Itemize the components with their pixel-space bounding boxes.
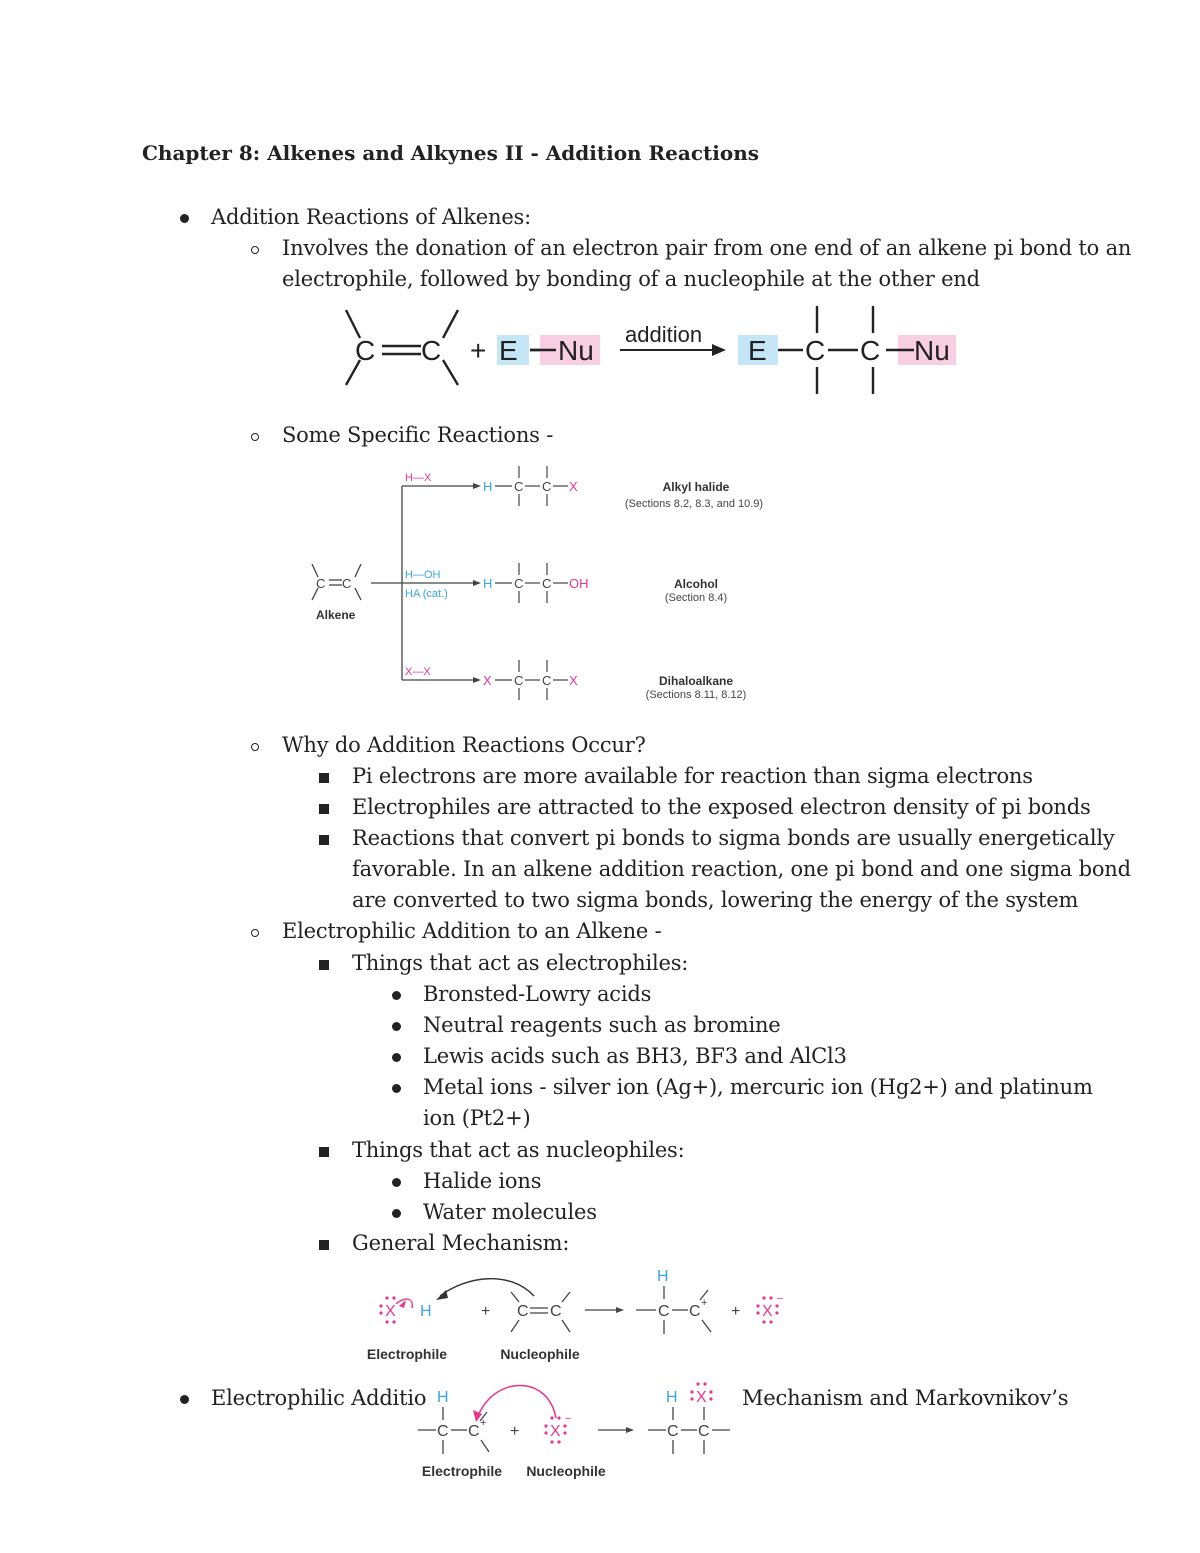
hx-x: X <box>385 1303 396 1320</box>
outline-act-nucleophiles: Things that act as nucleophiles: <box>352 1138 685 1162</box>
product-h: H <box>657 1268 669 1285</box>
label-electrophile: Electrophile <box>421 1463 503 1479</box>
bullet-square <box>319 835 329 845</box>
bullet-disc <box>392 1084 401 1093</box>
carbocation-c2: C <box>468 1423 480 1440</box>
p3-x-right: X <box>569 673 578 688</box>
bullet-disc <box>392 1053 401 1062</box>
product-h: H <box>666 1389 678 1406</box>
p1-x: X <box>569 479 578 494</box>
outline-general-mechanism: General Mechanism: <box>352 1231 570 1255</box>
outline-specific-reactions: Some Specific Reactions - <box>282 423 554 447</box>
bullet-circle <box>251 929 259 937</box>
product-carbon-left: C <box>805 335 826 366</box>
halide-x: X <box>762 1303 773 1320</box>
hx-h: H <box>420 1303 432 1320</box>
p2-c1: C <box>514 576 524 591</box>
alkene-c-left: C <box>517 1303 529 1320</box>
outline-addition-reactions: Addition Reactions of Alkenes: <box>211 205 531 229</box>
addition-reaction-figure <box>0 300 1200 410</box>
p1-c2: C <box>542 479 552 494</box>
outline-act-electrophiles: Things that act as electrophiles: <box>352 951 689 975</box>
outline-electrophilic-addition-heading-end: Mechanism and Markovnikov’s <box>742 1386 1069 1410</box>
outline-convert-line3: are converted to two sigma bonds, lowering the energy of the system <box>352 888 1079 912</box>
reagent-catalyst: HA (cat.) <box>405 588 448 600</box>
label-nucleophile: Nucleophile <box>500 1346 580 1362</box>
addition-arrow-label: addition <box>625 322 703 347</box>
p1-h: H <box>483 479 493 494</box>
bullet-circle <box>251 743 259 751</box>
bullet-square <box>319 1240 329 1250</box>
nucleophile-attack-figure <box>0 1378 1200 1488</box>
bullet-circle <box>251 246 259 254</box>
product-c1: C <box>658 1303 670 1320</box>
product3-sections: (Sections 8.11, 8.12) <box>645 689 747 701</box>
reagent-hoh: H—OH <box>405 569 441 581</box>
bullet-disc <box>392 1178 401 1187</box>
general-mechanism-figure <box>0 1262 1200 1372</box>
outline-electrophilic-addition: Electrophilic Addition to an Alkene - <box>282 919 662 943</box>
bullet-disc <box>392 1209 401 1218</box>
outline-halide-ions: Halide ions <box>423 1169 542 1193</box>
p2-oh: OH <box>569 576 589 591</box>
product-electrophile-symbol: E <box>748 335 767 366</box>
p1-c1: C <box>514 479 524 494</box>
product3-name: Dihaloalkane <box>658 674 734 688</box>
bullet-square <box>319 960 329 970</box>
product-carbon-right: C <box>860 335 881 366</box>
outline-metal-ions-line1: Metal ions - silver ion (Ag+), mercuric ion (Hg2+) and platinum <box>423 1075 1093 1099</box>
product-c2: C <box>698 1423 710 1440</box>
outline-involves-line1: Involves the donation of an electron pair from one end of an alkene pi bond to an <box>282 236 1132 260</box>
halide-charge: − <box>777 1293 784 1305</box>
p3-x-left: X <box>483 673 492 688</box>
product1-name: Alkyl halide <box>662 480 730 494</box>
alkene-c-right: C <box>342 576 352 591</box>
carbocation-c1: C <box>437 1423 449 1440</box>
nucleophile-symbol: Nu <box>558 335 594 366</box>
bullet-square <box>319 804 329 814</box>
product-c1: C <box>667 1423 679 1440</box>
alkene-c-right: C <box>550 1303 562 1320</box>
outline-water-molecules: Water molecules <box>423 1200 597 1224</box>
outline-bronsted: Bronsted-Lowry acids <box>423 982 652 1006</box>
outline-electrophilic-addition-heading-start: Electrophilic Additio <box>211 1386 427 1410</box>
outline-why-occur: Why do Addition Reactions Occur? <box>282 733 646 757</box>
carbocation-charge: + <box>480 1417 487 1429</box>
specific-reactions-figure <box>0 460 1200 710</box>
p3-c1: C <box>514 673 524 688</box>
product-c2: C <box>689 1303 701 1320</box>
outline-lewis-acids: Lewis acids such as BH3, BF3 and AlCl3 <box>423 1044 847 1068</box>
p3-c2: C <box>542 673 552 688</box>
p2-c2: C <box>542 576 552 591</box>
product-x: X <box>696 1389 707 1406</box>
carbocation-h: H <box>437 1389 449 1406</box>
carbocation-charge: + <box>701 1297 708 1309</box>
outline-involves-line2: electrophile, followed by bonding of a nucleophile at the other end <box>282 267 980 291</box>
halide-x: X <box>550 1423 561 1440</box>
label-nucleophile: Nucleophile <box>526 1463 606 1479</box>
bullet-disc <box>392 1022 401 1031</box>
product-nucleophile-symbol: Nu <box>914 335 950 366</box>
alkene-carbon-left: C <box>355 335 376 366</box>
bullet-circle <box>251 433 259 441</box>
product1-sections: (Sections 8.2, 8.3, and 10.9) <box>624 498 764 510</box>
reagent-xx: X—X <box>405 666 431 678</box>
plus-sign-1: + <box>481 1303 491 1320</box>
plus-sign: + <box>510 1423 520 1440</box>
outline-pi-electrons: Pi electrons are more available for reaction than sigma electrons <box>352 764 1033 788</box>
bullet-disc <box>392 991 401 1000</box>
plus-sign: + <box>470 335 487 366</box>
bullet-disc <box>180 214 189 223</box>
alkene-c-left: C <box>316 576 326 591</box>
outline-convert-line1: Reactions that convert pi bonds to sigma bonds are usually energetically <box>352 826 1115 850</box>
reagent-hx: H—X <box>405 472 432 484</box>
outline-electrophiles-attracted: Electrophiles are attracted to the exposed electron density of pi bonds <box>352 795 1091 819</box>
label-electrophile: Electrophile <box>366 1346 448 1362</box>
outline-convert-line2: favorable. In an alkene addition reaction, one pi bond and one sigma bond <box>352 857 1131 881</box>
p2-h: H <box>483 576 493 591</box>
alkene-carbon-right: C <box>421 335 442 366</box>
alkene-label: Alkene <box>316 608 356 622</box>
bullet-square <box>319 773 329 783</box>
outline-metal-ions-line2: ion (Pt2+) <box>423 1106 531 1130</box>
bullet-square <box>319 1147 329 1157</box>
outline-neutral-reagents: Neutral reagents such as bromine <box>423 1013 781 1037</box>
plus-sign-2: + <box>731 1303 741 1320</box>
page-title: Chapter 8: Alkenes and Alkynes II - Addition Reactions <box>142 141 760 165</box>
product2-sections: (Section 8.4) <box>664 592 728 604</box>
product2-name: Alcohol <box>674 577 718 591</box>
electrophile-symbol: E <box>499 335 518 366</box>
halide-charge: − <box>565 1413 572 1425</box>
